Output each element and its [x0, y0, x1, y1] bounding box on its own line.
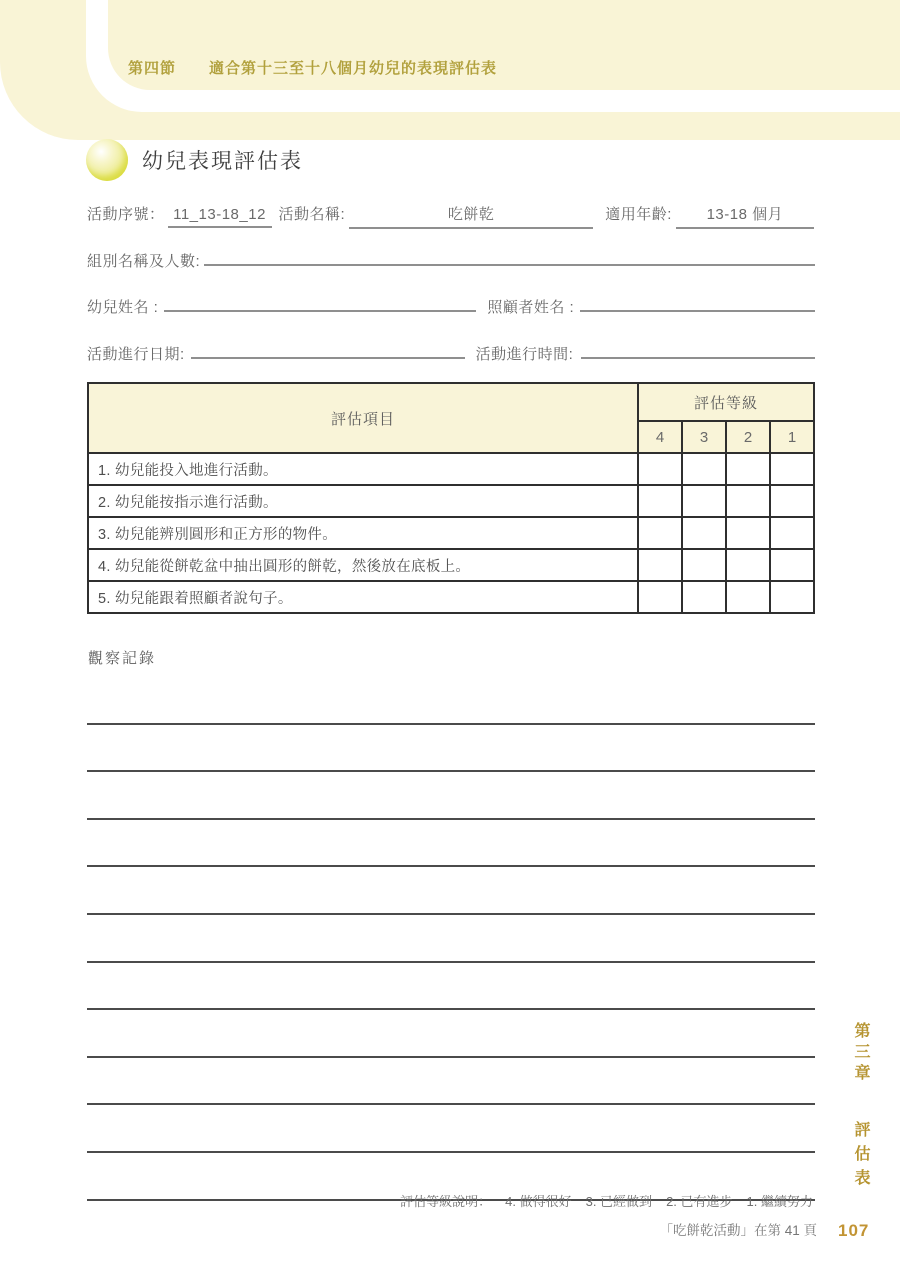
assessment-item: 5. 幼兒能跟着照顧者說句子。: [88, 581, 638, 613]
observation-line: [87, 677, 815, 725]
score-cell: [770, 485, 814, 517]
table-row: [88, 453, 814, 485]
activity-reference: 「吃餅乾活動」在第 41 頁: [659, 1223, 817, 1238]
observation-lines: [87, 677, 815, 1201]
score-cell: [726, 485, 770, 517]
assessment-item: 3. 幼兒能辨別圓形和正方形的物件。: [88, 517, 638, 549]
observation-line: [87, 915, 815, 963]
table-row: [88, 549, 814, 581]
score-cell: [726, 517, 770, 549]
form-row-datetime: [87, 343, 815, 364]
activity-name-value: 吃餅乾: [349, 203, 593, 229]
score-cell: [726, 453, 770, 485]
page-title: 幼兒表現評估表: [142, 150, 303, 173]
score-cell: [770, 581, 814, 613]
legend-label: 評估等級說明：: [400, 1194, 492, 1209]
table-row: [88, 517, 814, 549]
assessment-table: [87, 382, 815, 614]
score-cell: [682, 581, 726, 613]
item-column-header: 評估項目: [88, 383, 638, 453]
assessment-item: 1. 幼兒能投入地進行活動。: [88, 453, 638, 485]
score-cell: [638, 453, 682, 485]
grade-1-header: 1: [770, 421, 814, 453]
form-row-activity: [87, 203, 815, 229]
yellow-ball-icon: [86, 139, 128, 181]
observation-label: 觀察記錄: [88, 650, 157, 667]
observation-line: [87, 820, 815, 868]
observation-line: [87, 963, 815, 1011]
time-value-blank: [581, 354, 815, 359]
time-label: 活動進行時間:: [475, 346, 574, 363]
observation-line: [87, 1058, 815, 1106]
grade-legend: [400, 1191, 813, 1210]
legend-item: 2. 已有進步: [666, 1194, 733, 1209]
score-cell: [638, 517, 682, 549]
section-title: 適合第十三至十八個月幼兒的表現評估表: [209, 60, 498, 77]
legend-item: 3. 已經做到: [585, 1194, 653, 1209]
grade-2-header: 2: [726, 421, 770, 453]
score-cell: [682, 517, 726, 549]
page-number: 107: [838, 1221, 870, 1240]
caregiver-value-blank: [580, 307, 815, 312]
score-cell: [682, 453, 726, 485]
assessment-item: 4. 幼兒能從餅乾盆中抽出圓形的餅乾，然後放在底板上。: [88, 549, 638, 581]
assessment-item: 2. 幼兒能按指示進行活動。: [88, 485, 638, 517]
grade-column-header: 評估等級: [638, 383, 814, 421]
caregiver-label: 照顧者姓名 :: [487, 299, 575, 316]
grade-4-header: 4: [638, 421, 682, 453]
score-cell: [726, 581, 770, 613]
activity-name-label: 活動名稱:: [278, 206, 346, 223]
score-cell: [682, 485, 726, 517]
legend-item: 1. 繼續努力: [746, 1194, 813, 1209]
activity-no-label: 活動序號：: [87, 206, 165, 223]
header-band: [0, 0, 900, 140]
group-label: 組別名稱及人數:: [87, 253, 201, 270]
group-value-blank: [204, 261, 815, 266]
score-cell: [638, 485, 682, 517]
chapter-title: 第三章: [852, 1022, 869, 1085]
table-row: [88, 485, 814, 517]
score-cell: [726, 549, 770, 581]
age-label: 適用年齡:: [605, 206, 672, 223]
score-cell: [682, 549, 726, 581]
score-cell: [638, 581, 682, 613]
child-name-label: 幼兒姓名 :: [87, 299, 159, 316]
score-cell: [770, 549, 814, 581]
age-value: 13-18 個月: [676, 203, 814, 229]
legend-item: 4. 做得很好: [505, 1194, 572, 1209]
form-row-names: [87, 296, 815, 317]
observation-line: [87, 1105, 815, 1153]
observation-line: [87, 1010, 815, 1058]
table-header-row: [88, 383, 814, 421]
section-heading: [128, 57, 497, 78]
date-label: 活動進行日期:: [87, 346, 185, 363]
observation-line: [87, 867, 815, 915]
activity-no-value: 11_13-18_12: [168, 206, 272, 228]
chapter-tab: [849, 1022, 872, 1193]
observation-line: [87, 725, 815, 773]
chapter-subtitle: 評估表: [852, 1121, 869, 1193]
grade-3-header: 3: [682, 421, 726, 453]
score-cell: [770, 453, 814, 485]
page-title-row: [86, 139, 303, 181]
form-row-group: [87, 250, 815, 271]
observation-line: [87, 772, 815, 820]
date-value-blank: [191, 354, 465, 359]
score-cell: [770, 517, 814, 549]
table-row: [88, 581, 814, 613]
score-cell: [638, 549, 682, 581]
child-name-value-blank: [164, 307, 476, 312]
section-number: 第四節: [128, 60, 177, 77]
